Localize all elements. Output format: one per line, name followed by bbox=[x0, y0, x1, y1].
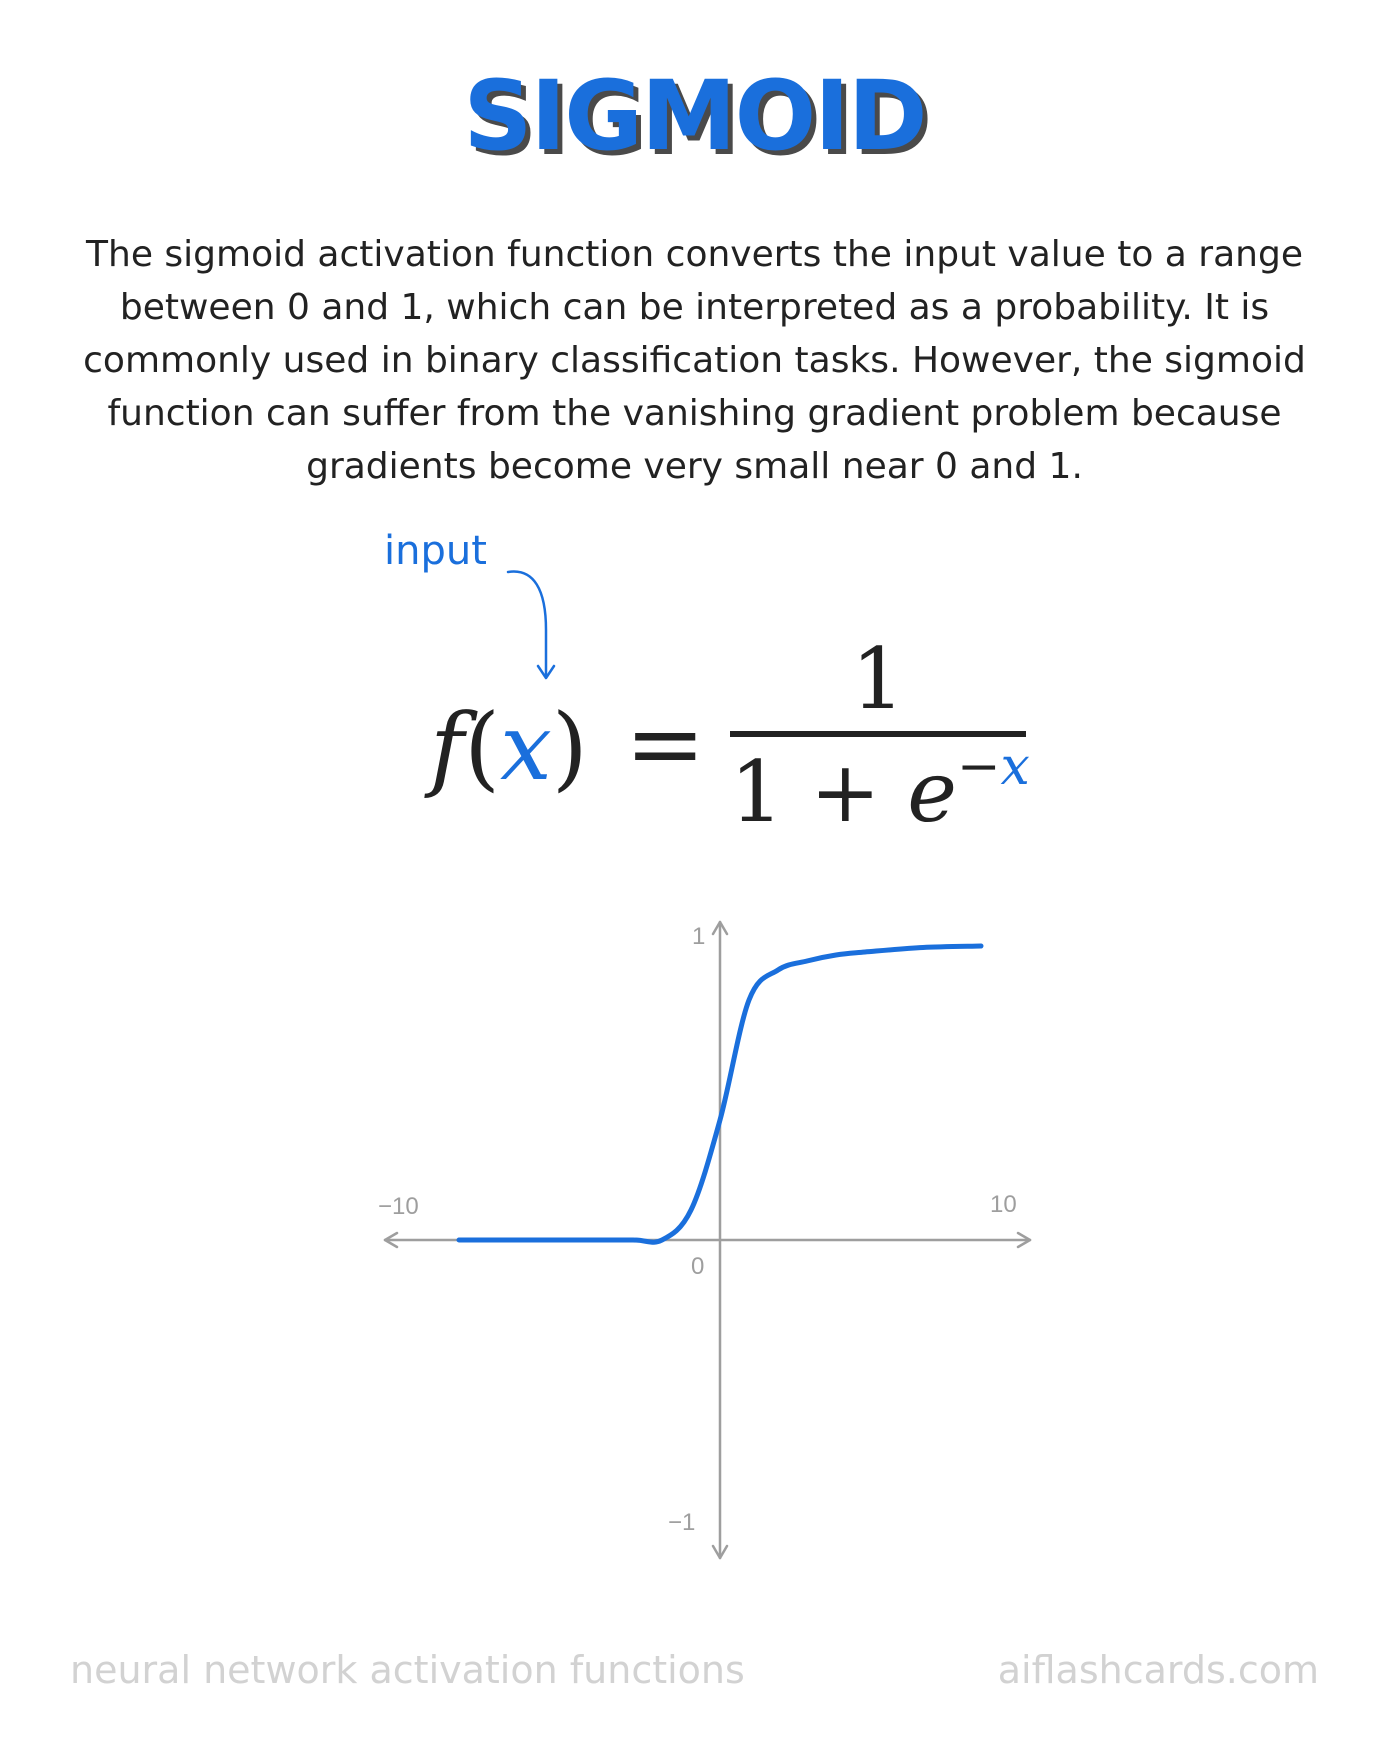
tick-label-x-max: 10 bbox=[990, 1191, 1017, 1218]
formula-equals: = bbox=[625, 688, 706, 800]
formula-open-paren: ( bbox=[464, 694, 500, 801]
formula-numerator: 1 bbox=[851, 630, 905, 728]
tick-labels bbox=[378, 923, 1017, 1536]
formula-denominator-base: 1 + bbox=[730, 743, 908, 841]
formula-exp-sign: − bbox=[956, 737, 1001, 797]
footer-topic-text: neural network activation functions bbox=[70, 1648, 745, 1692]
tick-label-x-min: −10 bbox=[378, 1193, 419, 1220]
tick-label-y-max: 1 bbox=[692, 923, 706, 950]
description-text: The sigmoid activation function converts the input value to a range between 0 and 1, which can be interpreted as a probability. It is commonly used in binary classification tasks. However, the sigmoid function can suffer from the vanishing gradient problem because gradients become very small near 0 and 1. bbox=[83, 234, 1306, 487]
footer-site-text: aiflashcards.com bbox=[997, 1648, 1319, 1692]
formula-exp-variable: x bbox=[1000, 737, 1030, 797]
formula-exp-base: e bbox=[907, 743, 957, 841]
formula-function-name: f bbox=[430, 694, 465, 801]
formula-input-variable: x bbox=[499, 694, 552, 801]
tick-label-y-min: −1 bbox=[668, 1509, 696, 1536]
input-annotation-label: input bbox=[384, 528, 487, 574]
page-title: SIGMOID bbox=[463, 60, 926, 172]
tick-label-origin: 0 bbox=[691, 1253, 705, 1280]
formula-close-paren: ) bbox=[551, 694, 588, 801]
